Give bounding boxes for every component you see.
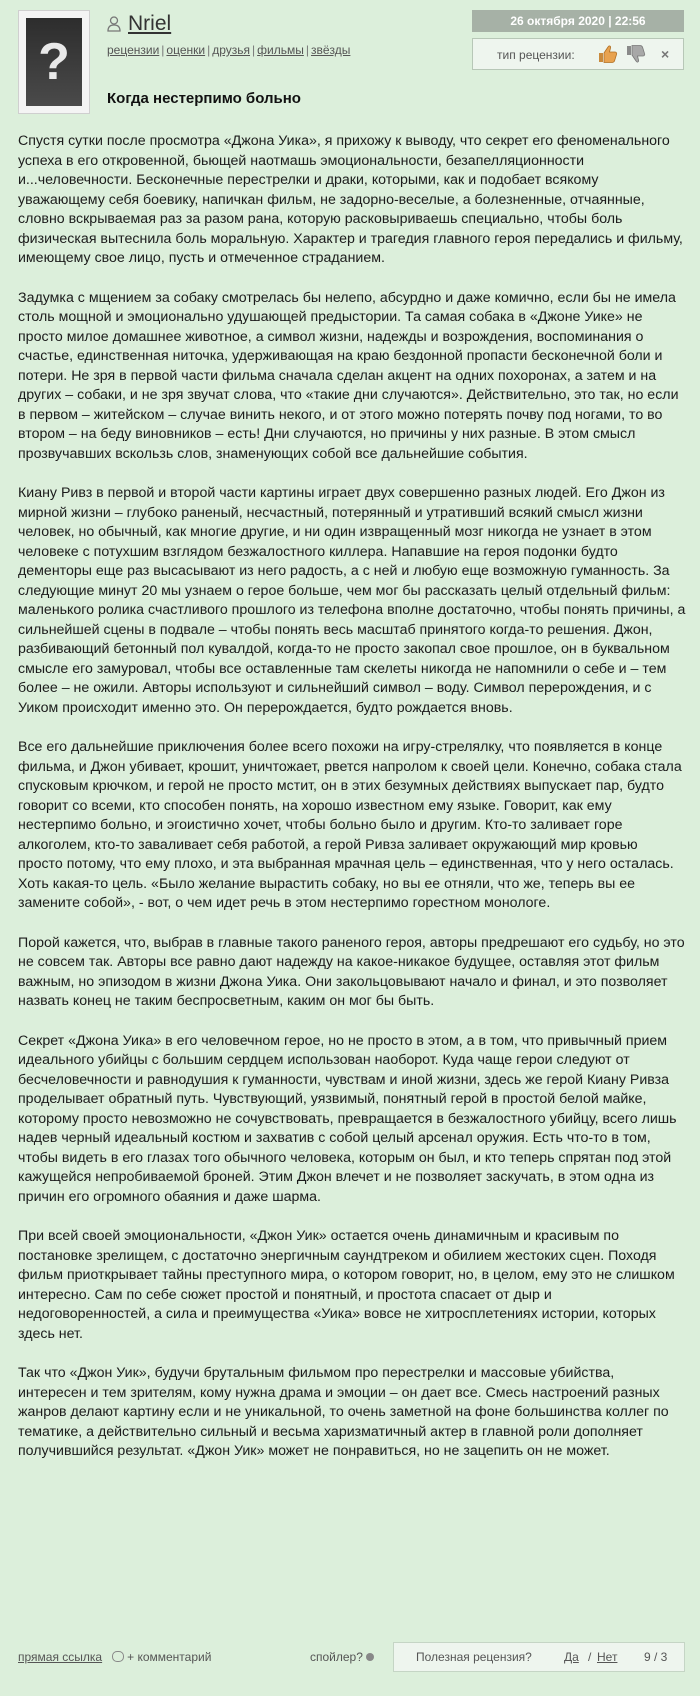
avatar[interactable]	[18, 10, 90, 114]
direct-link[interactable]: прямая ссылка	[18, 1650, 103, 1664]
review-date: 26 октября 2020 | 22:56	[472, 10, 684, 32]
footer-links	[18, 1650, 211, 1664]
useful-review-box	[393, 1642, 685, 1672]
avatar-placeholder: ?	[26, 18, 82, 106]
useful-question: Полезная рецензия?	[416, 1650, 532, 1664]
spoiler-toggle[interactable]	[310, 1650, 374, 1664]
review-paragraph: Секрет «Джона Уика» в его человечном герое, но не просто в этом, а в том, что привычный прием идеального убийцы с большим сердцем использован наоборот. Куда чаще герои следуют от бесчеловечности и равнодушия к гуманности, чувствам и иной жизни, здесь же герой Киану Ривза проделывает обратный путь. Чувствующий, уязвимый, понятный герой в простой белой майке, которому просто невозможно не сочувствовать, превращается в безжалостного убийцу, всего лишь надев черный идеальный костюм и захватив с собой целый арсенал оружия. Есть что-то в том, чтобы видеть в его глазах того обычного человека, которым он был, и кто теперь спрятан под этой кажущейся непробиваемой броней. Этим Джон влечет и не позволяет заскучать, в этом одна из причин его огромного обаяния и даже шарма.	[18, 1032, 677, 1205]
user-link-stars[interactable]: звёзды	[310, 43, 351, 57]
review-title: Когда нестерпимо больно	[107, 90, 301, 107]
spoiler-icon	[366, 1653, 374, 1661]
review-paragraph: Спустя сутки после просмотра «Джона Уика», я прихожу к выводу, что секрет его феноменального успеха в его откровенной, бьющей наотмашь эмоциональности, безапелляционности и...человечности. Бесконечные перестрелки и драки, которыми, как и подобает всякому уважающему себя боевику, напичкан фильм, не задорно-веселые, а болезненные, отчаянные, словно вскрываемая раз за разом рана, которую расковыриваешь специально, чтобы боль физическая вытеснила боль моральную. Характер и трагедия главного героя передались и фильму, имеющему свое лицо, пусть и отмеченное страданием.	[18, 133, 683, 266]
user-icon	[107, 16, 121, 32]
user-link-friends[interactable]: друзья	[212, 43, 251, 57]
review-body	[18, 132, 686, 1482]
review-paragraph: Порой кажется, что, выбрав в главные такого раненого героя, авторы предрешают его судьбу, но это не совсем так. Авторы все равно дают надежду на какое-никакое будущее, оставляя этот фильм важным, но эпизодом в жизни Джона Уика. Они закольцовывают начало и финал, и это позволяет назвать конец не таким беспросветным, каким он мог бы быть.	[18, 934, 685, 1009]
user-nav: рецензии | оценки | друзья | фильмы | звёзды	[107, 43, 351, 57]
user-link-ratings[interactable]: оценки	[166, 43, 206, 57]
review-type-label: тип рецензии:	[497, 48, 575, 62]
useful-yes-link[interactable]: Да	[564, 1650, 579, 1664]
user-link-reviews[interactable]: рецензии	[107, 43, 160, 57]
review-paragraph: При всей своей эмоциональности, «Джон Уик» остается очень динамичным и красивым по постановке зрелищем, с достаточно энергичным саундтреком и обилием жестоких сцен. Походя фильм приоткрывает тайны преступного мира, о котором говорит, но, в целом, ему это не слишком интересно. Сам по себе сюжет простой и понятный, и простота спасает от дыр и недоговоренностей, а сила и преимущества «Уика» вовсе не хитросплетениях истории, которых здесь нет.	[18, 1228, 675, 1342]
close-icon[interactable]: ×	[661, 46, 670, 62]
useful-count: 9 / 3	[644, 1650, 668, 1664]
username-link[interactable]: Nriel	[128, 12, 172, 35]
user-link-films[interactable]: фильмы	[257, 43, 304, 57]
review-paragraph: Так что «Джон Уик», будучи брутальным фильмом про перестрелки и массовые убийства, интересен и тем зрителям, кому нужна драма и эмоции – он дает все. Смесь настроений разных жанров делают картину если и не уникальной, то очень заметной на фоне большинства коллег по тематике, а действительно сильный и весьма харизматичный актер в главной роли дополняет получившийся результат. «Джон Уик» может не понравиться, но не зацепить он не может.	[18, 1365, 669, 1459]
review-paragraph: Задумка с мщением за собаку смотрелась бы нелепо, абсурдно и даже комично, если бы не имела столь мощной и эмоционально удушающей предыстории. Та самая собака в «Джоне Уике» не просто милое домашнее животное, а символ жизни, надежды и возрождения, воспоминания о счастье, единственная ниточка, удерживающая на краю бездонной пропасти бесконечной боли и потери. Не зря в первой части фильма сначала сделан акцент на одних похоронах, а затем и на других – собаки, и не зря звучат слова, что «такие дни случаются». Действительно, это так, но если в первом – житейском – случае винить некого, и от этого можно потерять почву под ногами, то во втором – на беду виновников – есть! Дни случаются, но причины у них разные. В этом смысл прозвучавших вскользь слов, знаменующих собой все дальнейшие события.	[18, 289, 679, 462]
useful-slash: /	[588, 1650, 592, 1664]
useful-no-link[interactable]: Нет	[597, 1650, 618, 1664]
review-paragraph: Киану Ривз в первой и второй части картины играет двух совершенно разных людей. Его Джон из мирной жизни – глубоко раненый, несчастный, потерянный и утративший всякий смысл жизни человек, но обычный, как многие другие, и ни один извращенный мозг никогда не узнает в этом человеке с потухшим взглядом безжалостного киллера. Напавшие на героя подонки будто дементоры еще раз высасывают из него радость, а с ней и любую еще возможную гуманность. За следующие минут 20 мы узнаем о герое больше, чем мог бы рассказать целый отдельный фильм: маленького ролика счастливого прошлого из телефона вполне достаточно, чтобы понять причины, а сильнейшей сцены в подвале – чтобы понять весь масштаб принятого когда-то решения. Джон, разбивающий бетонный пол кувалдой, когда-то не просто закопал свое прошлое, он в буквальном смысле его замуровал, чтобы все оставленные там скелеты никогда не напомнили о себе и – тем более – не ожили. Авторы используют и сильнейший символ – воду. Символ перерождения, и с Уиком происходит именно это. Он перерождается, будто рождается вновь.	[18, 485, 686, 716]
review-paragraph: Все его дальнейшие приключения более всего похожи на игру-стрелялку, что появляется в конце фильма, и Джон убивает, крошит, уничтожает, рвется напролом к своей цели. Конечно, собака стала спусковым крючком, и герой не просто мстит, он в этих безумных действиях выпускает пар, будто говорит со всеми, кто способен понять, на хорошо известном ему языке. Говорит, как ему нестерпимо больно, и эгоистично хочет, чтобы больно было и другим. Кто-то заливает горе алкоголем, кто-то заваливает себя работой, а герой Ривза заливает окружающий мир кровью просто потому, что ему плохо, и эта выбранная мрачная цель – единственная, что у него осталась. Хоть какая-то цель. «Было желание вырастить собаку, но вы ее отняли, что же, теперь вы ее замените собой», - вот, о чем идет речь в этом нестерпимо горестном монологе.	[18, 739, 682, 911]
review-type-box	[472, 38, 684, 70]
thumb-up-icon[interactable]	[597, 44, 619, 64]
spoiler-label: спойлер?	[310, 1650, 363, 1664]
add-comment-link[interactable]: + комментарий	[127, 1650, 212, 1664]
thumb-down-icon[interactable]	[625, 44, 647, 64]
comment-icon	[112, 1651, 124, 1662]
